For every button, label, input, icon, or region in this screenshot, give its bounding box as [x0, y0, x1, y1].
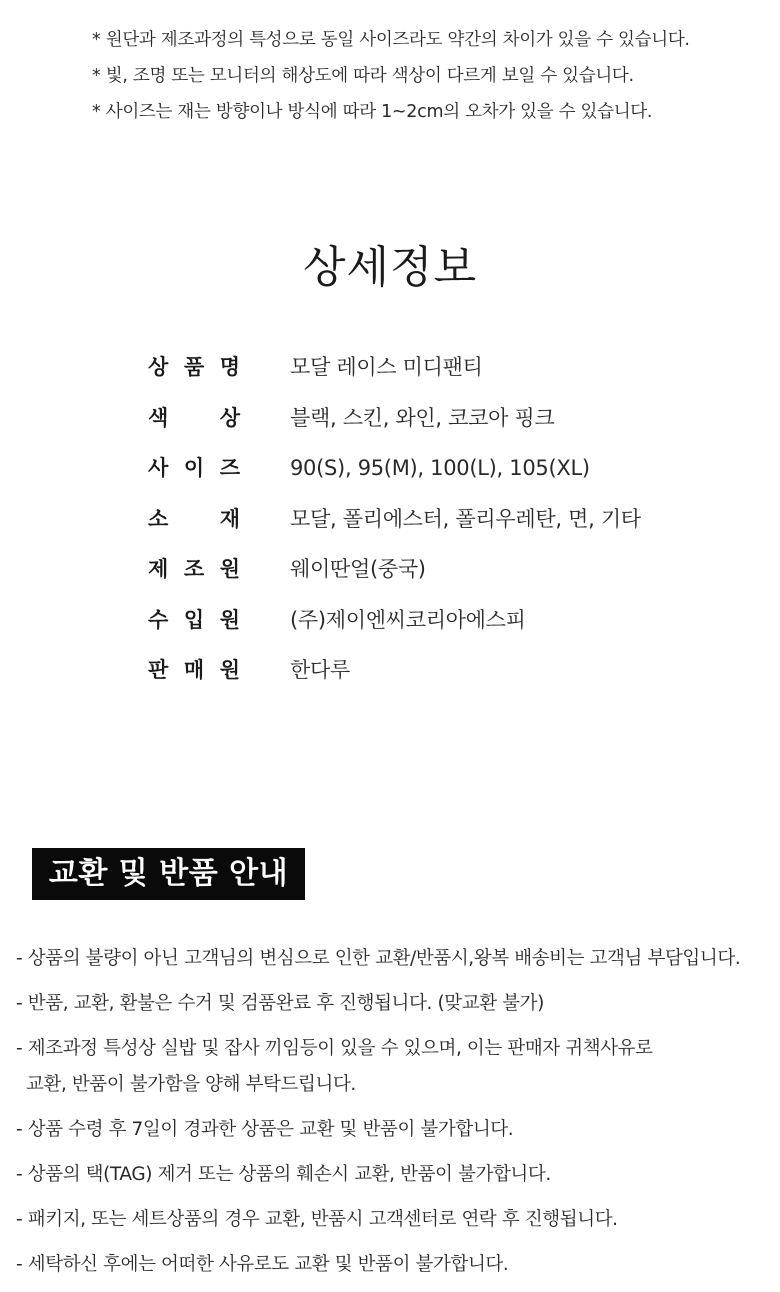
note-item: * 원단과 제조과정의 특성으로 동일 사이즈라도 약간의 차이가 있을 수 있습니다. [92, 30, 690, 50]
spec-value: (주)제이엔씨코리아에스피 [290, 607, 526, 632]
detail-title: 상세정보 [302, 242, 477, 293]
spec-label [148, 494, 240, 545]
label-char: 판 [148, 658, 169, 682]
label-char: 품 [183, 355, 205, 379]
label-char: 원 [219, 557, 240, 581]
spec-row-size [148, 443, 748, 494]
policy-text: - 패키지, 또는 세트상품의 경우 교환, 반품시 고객센터로 연락 후 진행됩니다. [16, 1209, 618, 1230]
label-char: 조 [183, 557, 205, 581]
label-char: 소 [148, 506, 169, 531]
spec-row-importer [148, 595, 748, 646]
spec-value: 한다루 [290, 658, 350, 682]
label-char: 제 [148, 557, 169, 581]
policy-item [16, 941, 776, 977]
spec-label [148, 645, 240, 696]
label-char: 이 [183, 456, 205, 480]
exchange-policy-list [16, 941, 776, 1292]
policy-text: - 상품의 택(TAG) 제거 또는 상품의 훼손시 교환, 반품이 불가합니다. [16, 1164, 551, 1185]
label-char: 사 [148, 456, 169, 480]
label-char: 원 [219, 658, 240, 682]
spec-label [148, 342, 240, 393]
policy-item [16, 1157, 776, 1193]
spec-row-seller [148, 645, 748, 696]
spec-value: 블랙, 스킨, 와인, 코코아 핑크 [290, 405, 555, 430]
label-char: 즈 [219, 456, 240, 480]
policy-text: - 상품 수령 후 7일이 경과한 상품은 교환 및 반품이 불가합니다. [16, 1119, 514, 1140]
policy-text: - 세탁하신 후에는 어떠한 사유로도 교환 및 반품이 불가합니다. [16, 1254, 509, 1275]
label-char: 상 [148, 355, 169, 379]
label-char: 재 [219, 506, 240, 531]
spec-label [148, 393, 240, 444]
label-char: 원 [219, 607, 240, 632]
label-char: 매 [183, 658, 205, 682]
spec-label [148, 544, 240, 595]
policy-text: - 제조과정 특성상 실밥 및 잡사 끼임등이 있을 수 있으며, 이는 판매자 귀책사유로 [16, 1038, 653, 1059]
label-char: 수 [148, 607, 169, 632]
spec-row-material [148, 494, 748, 545]
policy-item [16, 1247, 776, 1283]
spec-value: 모달 레이스 미디팬티 [290, 355, 483, 379]
policy-text-continued: 교환, 반품이 불가함을 양해 부탁드립니다. [26, 1074, 356, 1095]
policy-item [16, 986, 776, 1022]
spec-value: 모달, 폴리에스터, 폴리우레탄, 면, 기타 [290, 506, 641, 531]
spec-label [148, 595, 240, 646]
spec-label [148, 443, 240, 494]
policy-item [16, 1202, 776, 1238]
policy-text: - 상품의 불량이 아닌 고객님의 변심으로 인한 교환/반품시,왕복 배송비는 고객님 부담입니다. [16, 948, 741, 969]
spec-table [148, 342, 748, 696]
spec-row-color [148, 393, 748, 444]
policy-text: - 반품, 교환, 환불은 수거 및 검품완료 후 진행됩니다. (맞교환 불가) [16, 993, 544, 1014]
label-char: 입 [183, 607, 205, 632]
product-notes [92, 22, 772, 130]
note-item: * 빛, 조명 또는 모니터의 해상도에 따라 색상이 다르게 보일 수 있습니다. [92, 66, 634, 86]
spec-value: 웨이딴얼(중국) [290, 557, 426, 581]
spec-row-manufacturer [148, 544, 748, 595]
label-char: 명 [219, 355, 240, 379]
policy-item [16, 1031, 776, 1103]
note-item: * 사이즈는 재는 방향이나 방식에 따라 1~2cm의 오차가 있을 수 있습니다. [92, 102, 653, 122]
label-char: 색 [148, 405, 169, 430]
label-char: 상 [219, 405, 240, 430]
spec-value: 90(S), 95(M), 100(L), 105(XL) [290, 456, 590, 480]
spec-row-product-name [148, 342, 748, 393]
policy-item [16, 1112, 776, 1148]
exchange-return-heading: 교환 및 반품 안내 [32, 848, 305, 900]
